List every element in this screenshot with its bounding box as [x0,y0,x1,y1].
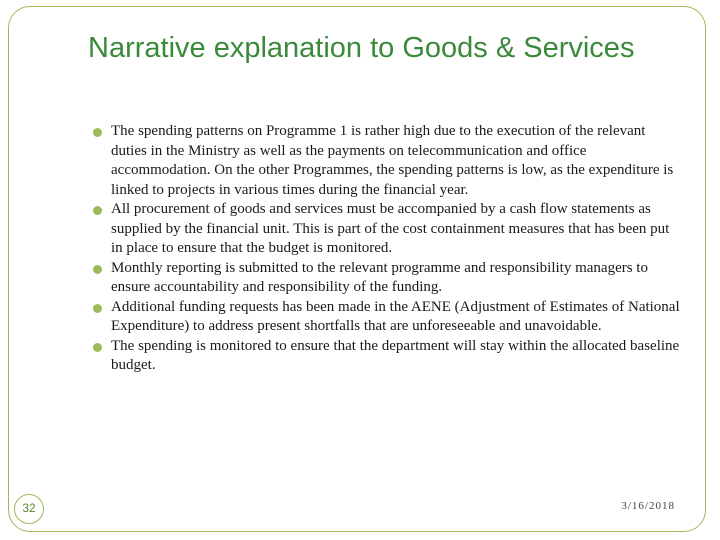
bullet-item [93,337,683,376]
bullet-item [93,298,683,337]
bullet-dot-icon [93,206,102,215]
bullet-dot-icon [93,128,102,137]
bullet-dot-icon [93,265,102,274]
page-number-badge: 32 [14,494,44,524]
slide-title: Narrative explanation to Goods & Services [88,32,635,64]
bullet-dot-icon [93,304,102,313]
bullet-item [93,122,683,200]
slide-date: 3/16/2018 [621,500,675,512]
bullet-text: The spending patterns on Programme 1 is rather high due to the execution of the relevant duties in the Ministry as well as the payments on telecommunication and office accommodation. On the other Programmes, the spending patterns is low, as the expenditure is linked to projects in various times during the financial year. [111,123,674,198]
bullet-dot-icon [93,343,102,352]
bullet-list [93,122,683,376]
bullet-item [93,259,683,298]
bullet-text: Additional funding requests has been made in the AENE (Adjustment of Estimates of National Expenditure) to address present shortfalls that are unforeseeable and unavoidable. [111,298,680,334]
bullet-text: The spending is monitored to ensure that the department will stay within the allocated baseline budget. [111,337,680,373]
bullet-text: All procurement of goods and services must be accompanied by a cash flow statements as supplied by the financial unit. This is part of the cost containment measures that has been put in place to ensure that the budget is monitored. [111,201,670,256]
slide-frame [8,6,706,532]
bullet-item [93,200,683,259]
bullet-text: Monthly reporting is submitted to the relevant programme and responsibility managers to ensure accountability and responsibility of the funding. [111,259,648,295]
